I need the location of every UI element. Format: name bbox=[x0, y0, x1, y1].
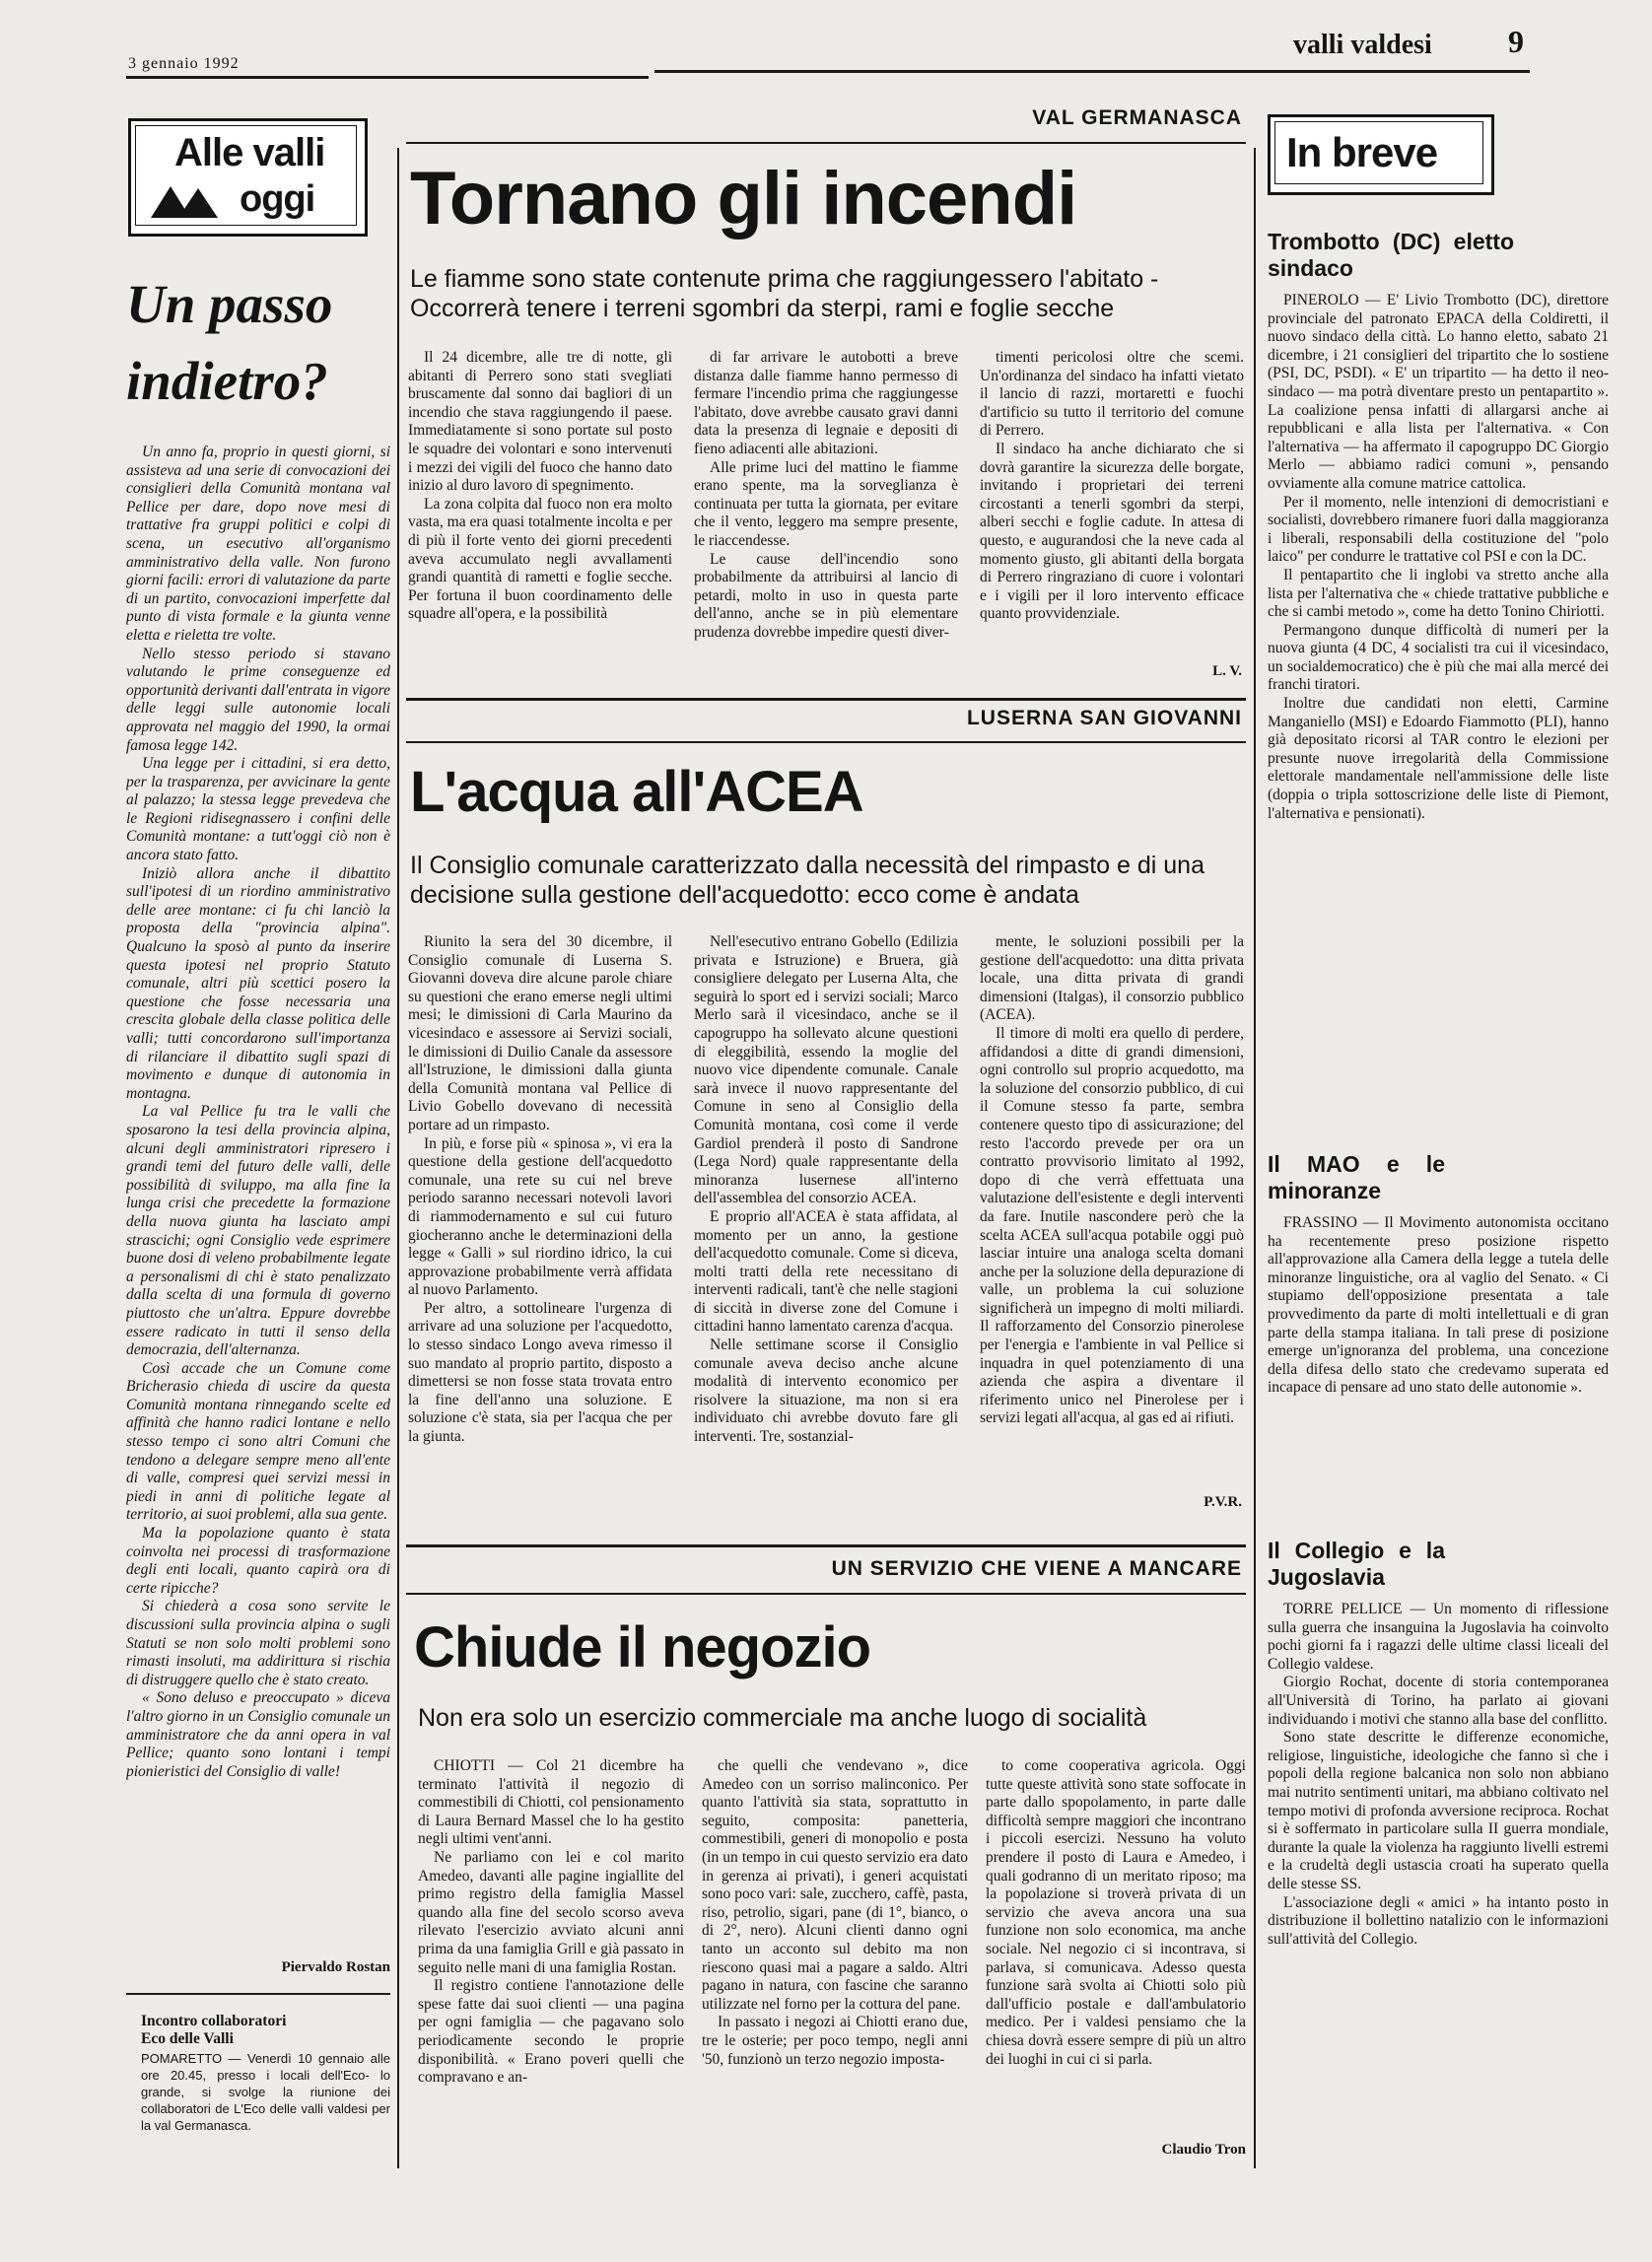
brief-item-title: Il Collegio e la Jugoslavia bbox=[1268, 1538, 1445, 1590]
art2-signature: P.V.R. bbox=[1204, 1494, 1242, 1510]
art1-kicker-rule bbox=[406, 142, 1246, 144]
brief-paragraph: Permangono dunque difficoltà di numeri per la nuova giunta (4 DC, 4 socialisti tra cui il vicesindaco, un socialdemocratico) che è più che mai alla mercé dei franchi tiratori. bbox=[1268, 621, 1609, 694]
art3-kicker: UN SERVIZIO CHE VIENE A MANCARE bbox=[831, 1557, 1242, 1580]
notice-title-line2: Eco delle Valli bbox=[141, 2030, 234, 2047]
brief-paragraph: Inoltre due candidati non eletti, Carmine Manganiello (MSI) e Edoardo Fiammotto (PLI), hanno già depositato ricorsi al TAR contro le elezioni per presunte nuove irregolarità della Commissione elettorale mandamentale nell'ammissione delle liste (doppia o tripla sottoscrizione delle liste di Piemont, l'alternativa e pensionati). bbox=[1268, 695, 1609, 822]
brief-paragraph: L'associazione degli « amici » ha intanto posto in distribuzione il bollettino natalizio con le informazioni sull'attività del Collegio. bbox=[1268, 1893, 1609, 1948]
paper-name: valli valdesi bbox=[1293, 30, 1432, 60]
art3-paragraph: In passato i negozi ai Chiotti erano due, tre le osterie; per poco tempo, negli anni '50, funzionò un terzo negozio imposta- bbox=[702, 2014, 968, 2068]
art2-paragraph: Per altro, a sottolineare l'urgenza di arrivare ad una soluzione per l'acquedotto, lo stesso sindaco Longo aveva rimesso il suo mandato al proprio partito, disposto a dimettersi se non fosse stata trovata entro la fine dell'anno una soluzione. E soluzione c'è stata, sia per l'acqua che per la giunta. bbox=[408, 1299, 672, 1446]
art1-paragraph: Il 24 dicembre, alle tre di notte, gli abitanti di Perrero sono stati svegliati bruscamente dal sonno dai bagliori di un incendio che stava raggiungendo il paese. Immediatamente si sono portate sul posto le squadre dei volontari e sono intervenuti i mezzi dei vigili del fuoco che hanno dato inizio al duro lavoro di spegnimento. bbox=[408, 349, 672, 495]
editorial-paragraph: Ma la popolazione quanto è stata coinvolta nei processi di trasformazione degli enti locali, quanto capirà ora di certe ripicche? bbox=[126, 1525, 390, 1597]
art3-top-rule bbox=[406, 1544, 1246, 1547]
art2-paragraph: Riunito la sera del 30 dicembre, il Consiglio comunale di Luserna S. Giovanni doveva dire alcune parole chiare su questioni che erano emerse negli ultimi mesi; le dimissioni di Carla Maurino da vicesindaco e assessore ai Servizi sociali, le dimissioni di Duilio Canale da assessore all'Istruzione, le dimissioni dalla giunta della Comunità montana val Pellice di Livio Gobello dovevano di necessità portare ad un rimpasto. bbox=[408, 933, 672, 1133]
alle-valli-box bbox=[128, 118, 368, 237]
art3-paragraph: Ne parliamo con lei e col marito Amedeo, davanti alle pagine ingiallite del primo registro della famiglia Massel quando alla fine del secolo scorso aveva rilevato l'esercizio avviato alcuni anni prima da una famiglia Grill e già passato in seguito nelle mani di una famiglia Rostan. bbox=[418, 1848, 684, 1976]
brief-paragraph: TORRE PELLICE — Un momento di riflessione sulla guerra che insanguina la Jugoslavia ha coinvolto pochi giorni fa i ragazzi delle ultime classi liceali del Collegio valdese. bbox=[1268, 1601, 1609, 1673]
editorial-body bbox=[126, 444, 390, 1942]
brief-paragraph: PINEROLO — E' Livio Trombotto (DC), direttore provinciale del patronato EPACA della Coldiretti, il nuovo sindaco della città. Lo hanno eletto, sabato 21 dicembre, i 21 consiglieri del tripartito che lo sostiene (PSI, DC, PSDI). « E' un tripartito — ha detto il neo-sindaco — ma potrà diventare presto un pentapartito ». La coalizione pensa infatti di allargarsi anche ai repubblicani e alla lista per l'alternativa. « Con l'alternativa — ha affermato il capogruppo DC Giorgio Merlo — abbiamo radici comuni », pensando ovviamente alla comune matrice cattolica. bbox=[1268, 292, 1609, 492]
art1-headline: Tornano gli incendi bbox=[410, 157, 1077, 240]
brief-paragraph: Il pentapartito che li inglobi va stretto anche alla lista per l'alternativa che « chiede trattative pubbliche e che si cambi metodo », come ha detto Tonino Chiriotti. bbox=[1268, 566, 1609, 621]
editorial-signature: Piervaldo Rostan bbox=[281, 1959, 390, 1975]
art1-paragraph: La zona colpita dal fuoco non era molto vasta, ma era quasi totalmente incolta e per di più il forte vento dei giorni precedenti aveva accumulato negli avvallamenti grandi quantità di rametti e foglie secche. Per fortuna il buon coordinamento delle squadre all'opera, e la possibilità bbox=[408, 495, 672, 623]
art2-column-1 bbox=[408, 933, 672, 1544]
art3-signature: Claudio Tron bbox=[1161, 2142, 1246, 2158]
art2-deck: Il Consiglio comunale caratterizzato dalla necessità del rimpasto e di una decisione sulla gestione dell'acquedotto: ecco come è andata bbox=[410, 852, 1205, 909]
art1-column-3 bbox=[980, 349, 1244, 684]
in-breve-title: In breve bbox=[1286, 129, 1438, 175]
art1-deck: Le fiamme sono state contenute prima che raggiungessero l'abitato - Occorrerà tenere i terreni sgombri da sterpi, rami e foglie secche bbox=[410, 265, 1159, 322]
art2-headline: L'acqua all'ACEA bbox=[410, 760, 863, 824]
editorial-paragraph: Iniziò allora anche il dibattito sull'ipotesi di un riordino amministrativo delle aree montane: ci fu chi lanciò la proposta della "provincia alpina". Qualcuno la sposò al punto da inserire questa ipotesi nel proprio Statuto comunale, altri più scettici posero la questione che fosse necessaria una crescita globale della classe politica delle valli; tutti concordarono sull'importanza di rilanciare il dibattito sugli spazi di movimento e dunque di autonomia in montagna. bbox=[126, 864, 390, 1102]
editorial-paragraph: Nello stesso periodo si stavano valutando le prime conseguenze ed opportunità derivanti dall'entrata in vigore delle leggi sulle autonomie locali approvata nel maggio del 1990, la ormai famosa legge 142. bbox=[126, 645, 390, 754]
art2-paragraph: mente, le soluzioni possibili per la gestione dell'acquedotto: una ditta privata locale, una ditta privata di grandi dimensioni (Italgas), il consorzio pubblico (ACEA). bbox=[980, 933, 1244, 1024]
brief-item-collegio bbox=[1268, 1538, 1609, 1949]
editorial-paragraph: Un anno fa, proprio in questi giorni, si assisteva ad una serie di convocazioni dei consiglieri della Comunità montana val Pellice per dare, dopo nove mesi di trattative fra gruppi politici e colpi di scena, un esecutivo all'organismo amministrativo della valle. Non furono giorni facili: errori di valutazione da parte di un partito, convocazioni imperfette dal punto di vista formale e la giunta venne eletta e rieletta tre volte. bbox=[126, 444, 390, 644]
art2-paragraph: In più, e forse più « spinosa », vi era la questione della gestione dell'acquedotto comunale, una rete su cui nel breve periodo saranno necessari notevoli lavori di riammodernamento e sul cui futuro giocheranno anche le determinazioni della legge « Galli » sul riordino idrico, la cui approvazione probabilmente verrà affidata al nuovo Parlamento. bbox=[408, 1134, 672, 1299]
art2-kicker-rule bbox=[406, 741, 1246, 743]
brief-item-mao bbox=[1268, 1151, 1609, 1398]
brief-item-trombotto bbox=[1268, 229, 1609, 823]
art1-column-2 bbox=[694, 349, 958, 684]
header-rule-right bbox=[654, 70, 1530, 73]
editorial-paragraph: « Sono deluso e preoccupato » diceva l'altro giorno in un Consiglio comunale un amministratore che da anni opera in val Pellice; quanto sono lontani i tempi pionieristici del Consiglio di valle! bbox=[126, 1689, 390, 1780]
art1-paragraph: di far arrivare le autobotti a breve distanza dalle fiamme hanno permesso di fermare l'incendio prima che raggiungesse l'abitato, dove avrebbe causato gravi danni data la presenza di legnaie e depositi di fieno adiacenti alle abitazioni. bbox=[694, 349, 958, 457]
art3-column-1 bbox=[418, 1757, 684, 2171]
column-rule-left bbox=[397, 148, 399, 2168]
page-number: 9 bbox=[1508, 24, 1524, 59]
art2-paragraph: Nell'esecutivo entrano Gobello (Edilizia privata e Istruzione) e Bruera, già consigliere delegato per Luserna Alta, che seguirà lo sport ed i servizi sociali; Marco Merlo sarà il vicesindaco, anche se il capogruppo ha sollevato alcune questioni di eleggibilità, essendo la moglie del nuovo vice dipendente comunale. Canale sarà invece il nuovo rappresentante del Comune in seno al Consiglio della Comunità montana, così come il verde Gardiol prenderà il posto di Sandrone (Lega Nord) quale rappresentante della minoranza lusernese all'interno dell'assemblea del consorzio ACEA. bbox=[694, 933, 958, 1207]
editorial-paragraph: Si chiederà a cosa sono servite le discussioni sulla provincia alpina o sugli Statuti se non solo molti problemi sono rimasti insoluti, ma addirittura si rischia di distruggere quello che è stato creato. bbox=[126, 1598, 390, 1688]
art1-column-1 bbox=[408, 349, 672, 684]
art2-paragraph: Nelle settimane scorse il Consiglio comunale aveva deciso anche alcune modalità di intervento economico per risolvere la situazione, ma non si era individuato chi avrebbe dovuto fare gli interventi. Tre, sostanzial- bbox=[694, 1337, 958, 1446]
art2-column-3 bbox=[980, 933, 1244, 1505]
notice-rule bbox=[126, 1993, 390, 1995]
art3-column-3 bbox=[986, 1757, 1246, 2132]
editorial-paragraph: La val Pellice fu tra le valli che sposarono la tesi della provincia alpina, alcuni degli amministratori ripresero i grandi temi del futuro delle valli, delle possibilità di sviluppo, ma alla fine la lunga crisi che precedette la formazione della nuova giunta ha lasciato ampi strascichi; ogni Consiglio vede esprimere buone dosi di veleno probabilmente legate a personalismi di chi è stato penalizzato dalla scelta di una formula di governo piuttosto che un'altra. Eppure dovrebbe essere radicato in tutti il senso della democrazia, dell'alternanza. bbox=[126, 1103, 390, 1359]
column-rule-right bbox=[1254, 148, 1256, 2168]
header-rule-left bbox=[126, 76, 649, 79]
art1-kicker: VAL GERMANASCA bbox=[1032, 106, 1242, 129]
art2-column-2 bbox=[694, 933, 958, 1544]
art1-signature: L. V. bbox=[1212, 663, 1242, 679]
alle-valli-line1: Alle valli bbox=[174, 131, 325, 174]
art3-paragraph: che quelli che vendevano », dice Amedeo con un sorriso malinconico. Per quanto l'attività sia stata, soprattutto in seguito, composita: panetteria, commestibili, generi di monopolio e posta (in un tempo in cui questo servizio era dato in gerenza ai privati), i generi acquistati sono poco vari: sale, zucchero, caffè, pasta, riso, petrolio, sigari, pane (di 1°, bianco, o di 2°, nero). Alcuni clienti danno ogni tanto un acconto sul debito ma non riescono quasi mai a pagare a saldo. Altri pagano in natura, con fascine che saranno utilizzate nel forno per la cottura del pane. bbox=[702, 1757, 968, 2013]
art3-headline: Chiude il negozio bbox=[414, 1615, 871, 1679]
art2-paragraph: E proprio all'ACEA è stata affidata, al momento per un anno, la gestione dell'acquedotto comunale. Come si diceva, molti tratti della rete necessitano di interventi radicali, tant'è che nelle stagioni di siccità in diverse zone del Comune i cittadini hanno lamentato carenza d'acqua. bbox=[694, 1207, 958, 1336]
art3-paragraph: Il registro contiene l'annotazione delle spese fatte dai suoi clienti — una pagina per ogni famiglia — che pagavano solo periodicamente secondo le proprie disponibilità. « Erano poveri quelli che compravano e an- bbox=[418, 1977, 684, 2087]
alle-valli-line2: oggi bbox=[240, 178, 315, 220]
notice-title-line1: Incontro collaboratori bbox=[141, 2013, 287, 2029]
art2-paragraph: Il timore di molti era quello di perdere, affidandosi a ditte di grandi dimensioni, ogni controllo sul proprio acquedotto, ma la soluzione del consorzio pubblico, di cui il Comune stesso fa parte, sembra contenere questo tipo di assicurazione; del resto l'accordo prevede per ora un contratto provvisorio limitato al 1992, dopo di che verrà effettuata una valutazione dell'esistente e degli interventi da fare. Inutile nascondere però che la scelta ACEA sull'acqua potabile oggi può lasciar intuire una analoga scelta domani anche per la soluzione della depurazione di valle, un problema la cui soluzione significherà un impegno di molti miliardi. Il rafforzamento del Consorzio pinerolese per l'energia e l'ambiente in val Pellice si inquadra in quel potenziamento di una azienda che aspira a diventare il riferimento unico nel Pinerolese per i servizi legati all'acqua, al gas ed ai rifiuti. bbox=[980, 1024, 1244, 1427]
editorial-paragraph: Una legge per i cittadini, si era detto, per la trasparenza, per avvicinare la gente al palazzo; la stessa legge prevedeva che le Regioni ridisegnassero i confini delle Comunità montane: a tutt'oggi ciò non è ancora stato fatto. bbox=[126, 755, 390, 864]
notice-title bbox=[141, 2013, 390, 2048]
art1-paragraph: Le cause dell'incendio sono probabilmente da attribuirsi al lancio di petardi, molto in uso in questa parte dell'anno, anche se in più elementare prudenza dovrebbe impedire questi diver- bbox=[694, 550, 958, 641]
art2-kicker: LUSERNA SAN GIOVANNI bbox=[966, 707, 1242, 729]
issue-date: 3 gennaio 1992 bbox=[128, 55, 240, 72]
editorial-title: Un passo indietro? bbox=[126, 274, 333, 411]
brief-paragraph: FRASSINO — Il Movimento autonomista occitano ha recentemente preso posizione rispetto all'approvazione alla Camera della legge a tutela delle minoranze linguistiche, ora al vaglio del Senato. « Ci stupiamo dell'opposizione presentata a tale provvedimento da parte di molti intellettuali e di gran parte della stampa italiana. In tali prese di posizione emerge un'ignoranza del problema, una concezione della difesa dello stato che credevamo superata ed incapace di pensare ad uno stato delle autonomie ». bbox=[1268, 1214, 1609, 1397]
art3-paragraph: to come cooperativa agricola. Oggi tutte queste attività sono state soffocate in parte dallo spopolamento, in parte dalle difficoltà sempre maggiori che incontrano i piccoli esercizi. Nessuno ha voluto prendere il posto di Laura e Amedeo, i quali godranno di un meritato riposo; ma la popolazione si troverà privata di un servizio che aveva ancora una sua funzione non solo economica, ma anche sociale. Nel negozio ci si incontrava, si parlava, si comunicava. Adesso questa funzione sarà svolta ai Chiotti solo più dall'ufficio postale e dall'ambulatorio medico. Per i valdesi pensiamo che la chiesa dovrà essere sempre di più un altro dei luoghi in cui ci si parla. bbox=[986, 1757, 1246, 2068]
art3-kicker-rule bbox=[406, 1593, 1246, 1595]
art1-paragraph: Il sindaco ha anche dichiarato che si dovrà garantire la sicurezza delle borgate, invitando i proprietari dei terreni circostanti a tenerli sgombri da sterpi, alberi secchi e foglie cadute. In attesa di questo, e augurandosi che la neve cada al momento giusto, gli abitanti della borgata di Perrero ringraziano di cuore i volontari e i vigili per il loro intervento efficace quanto provvidenziale. bbox=[980, 440, 1244, 623]
art3-paragraph: CHIOTTI — Col 21 dicembre ha terminato l'attività il negozio di commestibili di Chiotti, col pensionamento di Laura Bernard Massel che lo ha gestito negli ultimi vent'anni. bbox=[418, 1757, 684, 1848]
brief-paragraph: Sono state descritte le differenze economiche, religiose, linguistiche, ideologiche che fanno sì che i popoli della regione balcanica non solo non abbiano mai nutrito sentimenti unitari, ma abbiano coltivato nel tempo motivi di profonda avversione reciproca. Rochat si è soffermato in particolare sulla II guerra mondiale, durante la quale la violenza ha raggiunto livelli estremi e la crudeltà degli ustascia croati ha superato quella delle stesse SS. bbox=[1268, 1729, 1609, 1892]
art1-paragraph: timenti pericolosi oltre che scemi. Un'ordinanza del sindaco ha infatti vietato il lancio di razzi, mortaretti e fuochi d'artificio su tutto il territorio del comune di Perrero. bbox=[980, 349, 1244, 440]
editorial-paragraph: Così accade che un Comune come Bricherasio chieda di uscire da questa Comunità montana rinnegando scelte ed affinità che hanno radici lontane e nello stesso tempo ci sono altri Comuni che tendono a delegare sempre meno all'ente di valle, compresi quei servizi messi in piedi in anni di politiche legate al territorio, ai suoi problemi, alla sua gente. bbox=[126, 1359, 390, 1524]
art1-paragraph: Alle prime luci del mattino le fiamme erano spente, ma la sorveglianza è continuata per tutta la giornata, per evitare che il vento, leggero ma sempre presente, le riaccendesse. bbox=[694, 458, 958, 549]
brief-paragraph: Giorgio Rochat, docente di storia contemporanea all'Università di Torino, ha parlato ai giovani individuando i motivi che stanno alla base del conflitto. bbox=[1268, 1674, 1609, 1728]
art3-deck: Non era solo un esercizio commerciale ma anche luogo di socialità bbox=[418, 1704, 1147, 1732]
notice-body: POMARETTO — Venerdì 10 gennaio alle ore 20.45, presso i locali dell'Eco- lo grande, si svolge la riunione dei collaboratori de L'Eco delle valli valdesi per la val Germanasca. bbox=[141, 2051, 390, 2133]
in-breve-box bbox=[1268, 114, 1494, 195]
brief-paragraph: Per il momento, nelle intenzioni di democristiani e socialisti, dovrebbero rimanere fuori dalla maggioranza i liberali, responsabili della costituzione del "polo laico" per condurre le trattative col PSI e con la DC. bbox=[1268, 493, 1609, 566]
art3-column-2 bbox=[702, 1757, 968, 2171]
brief-item-title: Trombotto (DC) eletto sindaco bbox=[1268, 229, 1514, 281]
brief-item-title: Il MAO e le minoranze bbox=[1268, 1151, 1445, 1203]
mountains-icon bbox=[151, 184, 220, 218]
art2-top-rule bbox=[406, 698, 1246, 701]
